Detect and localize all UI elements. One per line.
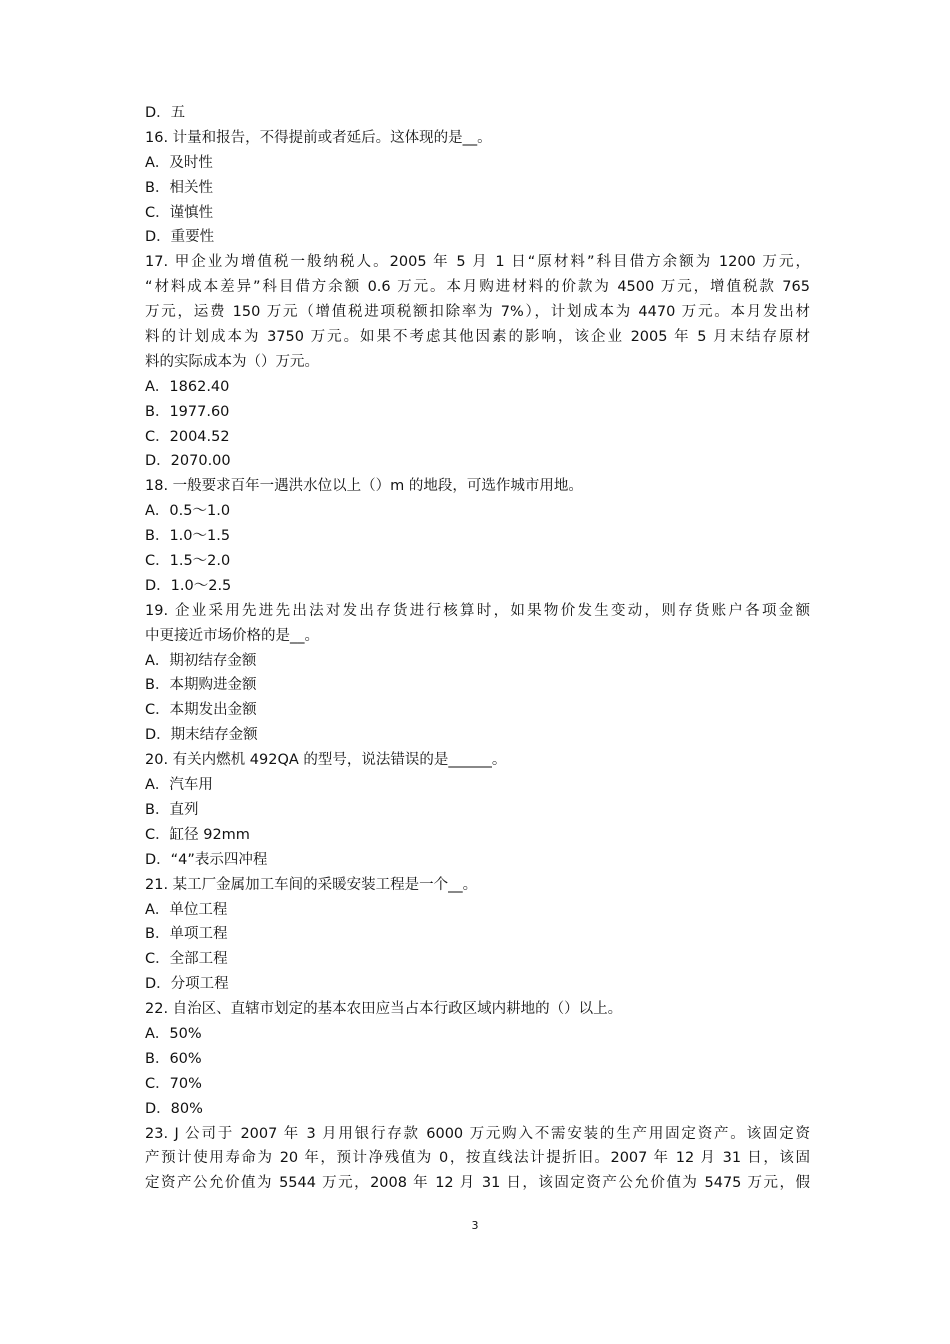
option-16-a: A．及时性 bbox=[145, 154, 213, 171]
page-content bbox=[145, 101, 810, 1196]
question-18: 18. 一般要求百年一遇洪水位以上（）m 的地段，可选作城市用地。 bbox=[145, 478, 583, 495]
option-19-b: B．本期购进金额 bbox=[145, 677, 257, 694]
option-22-c: C．70% bbox=[145, 1075, 202, 1092]
option-15-d: D．五 bbox=[145, 105, 186, 121]
option-20-c: C．缸径 92mm bbox=[145, 826, 250, 843]
question-17-line-3: 万元，运费 150 万元（增值税进项税额扣除率为 7%），计划成本为 4470 万元。本月发出材 bbox=[145, 304, 810, 321]
page-number: 3 bbox=[471, 1219, 479, 1232]
question-16: 16. 计量和报告，不得提前或者延后。这体现的是__。 bbox=[145, 129, 492, 146]
option-19-d: D．期末结存金额 bbox=[145, 727, 258, 744]
option-16-b: B．相关性 bbox=[145, 179, 213, 196]
option-22-d: D．80% bbox=[145, 1100, 203, 1117]
option-20-a: A．汽车用 bbox=[145, 777, 213, 794]
option-17-c: C．2004.52 bbox=[145, 428, 230, 445]
option-18-c: C．1.5～2.0 bbox=[145, 553, 231, 570]
option-16-d: D．重要性 bbox=[145, 229, 215, 246]
option-18-a: A．0.5～1.0 bbox=[145, 503, 231, 520]
option-21-c: C．全部工程 bbox=[145, 951, 228, 968]
question-17-line-5: 料的实际成本为（）万元。 bbox=[145, 353, 319, 370]
option-20-d: D．“4”表示四冲程 bbox=[145, 851, 268, 868]
question-22: 22. 自治区、直辖市划定的基本农田应当占本行政区域内耕地的（）以上。 bbox=[145, 1001, 623, 1018]
question-17-line-2: “材料成本差异”科目借方余额 0.6 万元。本月购进材料的价款为 4500 万元，增值税款 765 bbox=[145, 279, 810, 296]
option-17-d: D．2070.00 bbox=[145, 453, 231, 470]
question-23-line-3: 定资产公允价值为 5544 万元，2008 年 12 月 31 日，该固定资产公允价值为 5475 万元，假 bbox=[145, 1175, 810, 1192]
option-19-c: C．本期发出金额 bbox=[145, 702, 257, 719]
question-17-line-4: 料的计划成本为 3750 万元。如果不考虑其他因素的影响，该企业 2005 年 5 月末结存原材 bbox=[145, 329, 810, 346]
question-19-line-1: 19. 企业采用先进先出法对发出存货进行核算时，如果物价发生变动，则存货账户各项金额 bbox=[145, 602, 810, 619]
option-21-b: B．单项工程 bbox=[145, 926, 228, 943]
question-19-line-2: 中更接近市场价格的是__。 bbox=[145, 627, 319, 644]
option-16-c: C．谨慎性 bbox=[145, 204, 214, 221]
option-20-b: B．直列 bbox=[145, 801, 199, 818]
question-23-line-2: 产预计使用寿命为 20 年，预计净残值为 0，按直线法计提折旧。2007 年 12 月 31 日，该固 bbox=[145, 1150, 810, 1167]
option-21-a: A．单位工程 bbox=[145, 901, 228, 918]
option-18-b: B．1.0～1.5 bbox=[145, 528, 231, 545]
option-22-a: A．50% bbox=[145, 1025, 202, 1042]
option-19-a: A．期初结存金额 bbox=[145, 652, 257, 669]
question-20: 20. 有关内燃机 492QA 的型号，说法错误的是______。 bbox=[145, 752, 507, 769]
option-17-a: A．1862.40 bbox=[145, 378, 230, 395]
question-23-line-1: 23. J 公司于 2007 年 3 月用银行存款 6000 万元购入不需安装的生产用固定资产。该固定资 bbox=[145, 1125, 810, 1142]
option-22-b: B．60% bbox=[145, 1050, 202, 1067]
question-21: 21. 某工厂金属加工车间的采暖安装工程是一个__。 bbox=[145, 876, 478, 893]
question-17-line-1: 17. 甲企业为增值税一般纳税人。2005 年 5 月 1 日“原材料”科目借方余额为 1200 万元， bbox=[145, 254, 810, 271]
option-17-b: B．1977.60 bbox=[145, 403, 230, 420]
option-21-d: D．分项工程 bbox=[145, 976, 229, 993]
option-18-d: D．1.0～2.5 bbox=[145, 577, 232, 594]
